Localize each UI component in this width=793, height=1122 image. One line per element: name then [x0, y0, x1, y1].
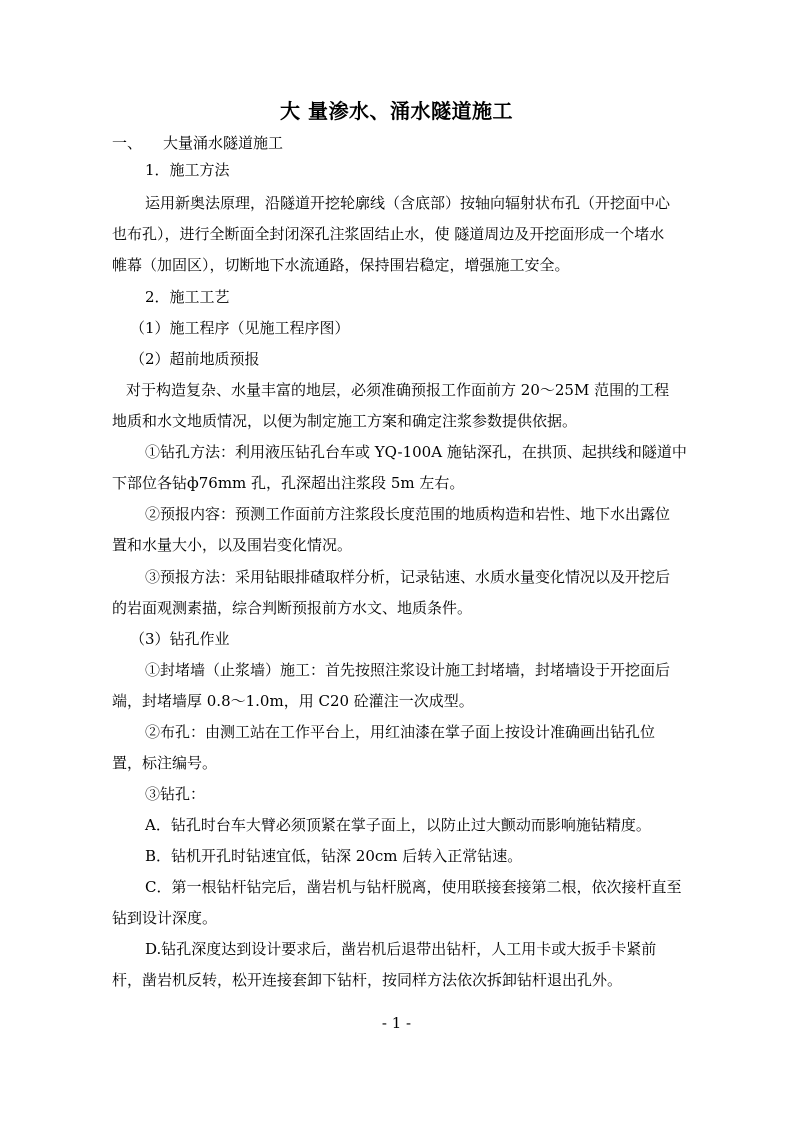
paragraph-line: 端，封堵墙厚 0.8～1.0m，用 C20 砼灌注一次成型。	[112, 692, 474, 710]
page-title: 大 量渗水、涌水隧道施工	[280, 99, 513, 123]
subheading-program: （1）施工程序（见施工程序图）	[130, 319, 350, 337]
page-number: - 1 -	[381, 1014, 412, 1032]
paragraph-line: ①封堵墙（止浆墙）施工：首先按照注浆设计施工封堵墙，封堵墙设于开挖面后	[145, 661, 671, 679]
paragraph-line: 对于构造复杂、水量丰富的地层，必须准确预报工作面前方 20～25M 范围的工程	[126, 381, 670, 399]
paragraph-line: 置和水量大小，以及围岩变化情况。	[112, 536, 353, 554]
paragraph-line: D.钻孔深度达到设计要求后，凿岩机后退带出钻杆，人工用卡或大扳手卡紧前	[145, 940, 657, 958]
subheading-process: 2．施工工艺	[145, 288, 230, 306]
paragraph-line: ①钻孔方法：利用液压钻孔台车或 YQ-100A 施钻深孔，在拱顶、起拱线和隧道中	[145, 443, 687, 461]
paragraph-line: B．钻机开孔时钻速宜低，钻深 20cm 后转入正常钻速。	[145, 847, 523, 865]
paragraph-line: 杆，凿岩机反转，松开连接套卸下钻杆，按同样方法依次拆卸钻杆退出孔外。	[112, 971, 623, 989]
paragraph-line: 地质和水文地质情况，以便为制定施工方案和确定注浆参数提供依据。	[112, 412, 578, 430]
paragraph-line: ②布孔：由测工站在工作平台上，用红油漆在掌子面上按设计准确画出钻孔位	[145, 723, 656, 741]
paragraph-line: ③钻孔：	[145, 785, 206, 803]
paragraph-line: 钻到设计深度。	[112, 909, 218, 927]
section-heading: 大量涌水隧道施工	[163, 134, 284, 152]
paragraph-line: 的岩面观测素描，综合判断预报前方水文、地质条件。	[112, 599, 473, 617]
subheading-forecast: （2）超前地质预报	[130, 350, 260, 368]
paragraph-line: A．钻孔时台车大臂必须顶紧在掌子面上，以防止过大颤动而影响施钻精度。	[145, 816, 651, 834]
paragraph-line: 也布孔），进行全断面全封闭深孔注浆固结止水，使 隧道周边及开挖面形成一个堵水	[112, 225, 665, 243]
paragraph-line: 运用新奥法原理，沿隧道开挖轮廓线（含底部）按轴向辐射状布孔（开挖面中心	[145, 194, 671, 212]
paragraph-line: 下部位各钻ф76mm 孔，孔深超出注浆段 5m 左右。	[112, 474, 465, 492]
paragraph-line: 置，标注编号。	[112, 754, 218, 772]
section-number: 一、	[112, 134, 143, 152]
paragraph-line: ③预报方法：采用钻眼排碴取样分析，记录钻速、水质水量变化情况以及开挖后	[145, 568, 671, 586]
subheading-method: 1．施工方法	[145, 161, 230, 179]
subheading-drilling: （3）钻孔作业	[130, 630, 230, 648]
paragraph-line: 帷幕（加固区），切断地下水流通路，保持围岩稳定，增强施工安全。	[112, 256, 570, 274]
paragraph-line: ②预报内容：预测工作面前方注浆段长度范围的地质构造和岩性、地下水出露位	[145, 505, 671, 523]
paragraph-line: C．第一根钻杆钻完后，凿岩机与钻杆脱离，使用联接套接第二根，依次接杆直至	[145, 878, 682, 896]
